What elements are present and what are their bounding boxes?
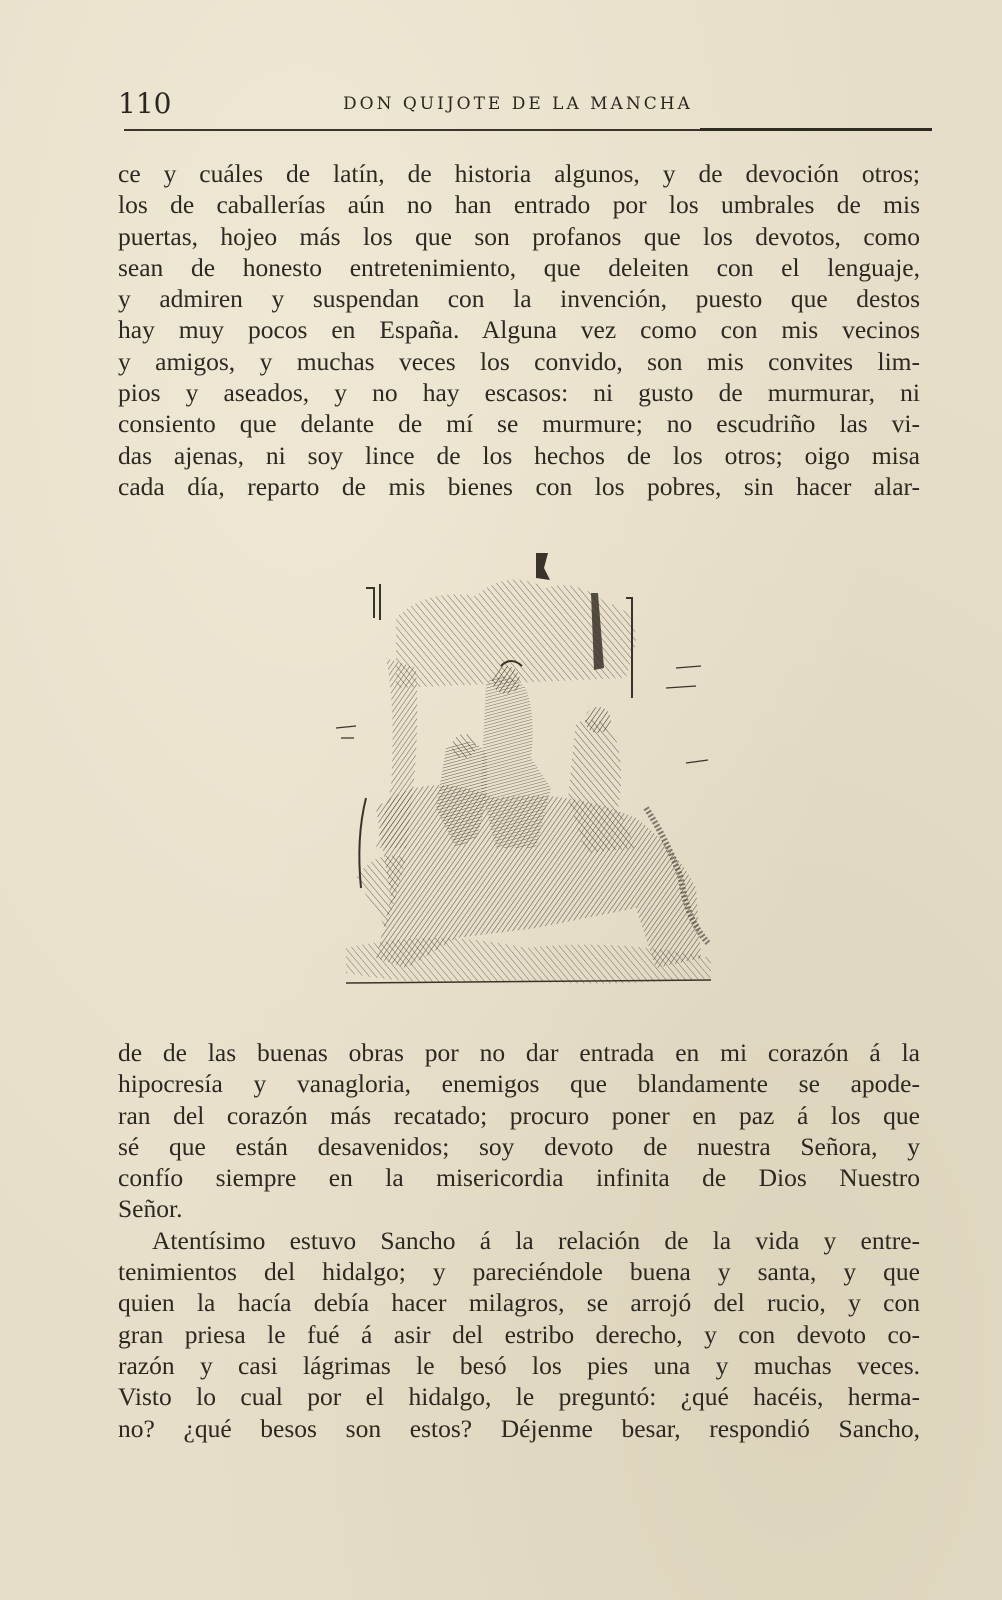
text-line: Atentísimo estuvo Sancho á la relación de la vida y entre- — [152, 1225, 920, 1255]
running-head: DON QUIJOTE DE LA MANCHA — [343, 94, 693, 114]
engraving-illustration — [336, 548, 716, 993]
text-line: das ajenas, ni soy lince de los hechos de los otros; oigo misa — [118, 440, 920, 470]
text-line: confío siempre en la misericordia infinita de Dios Nuestro — [118, 1163, 920, 1193]
text-line: pios y aseados, y no hay escasos: ni gusto de murmurar, ni — [118, 378, 920, 408]
text-line: los de caballerías aún no han entrado por los umbrales de mis — [118, 190, 920, 220]
text-line: Visto lo cual por el hidalgo, le preguntó: ¿qué hacéis, herma- — [118, 1382, 920, 1412]
text-line: quien la hacía debía hacer milagros, se arrojó del rucio, y con — [118, 1288, 920, 1318]
page-header — [118, 86, 934, 126]
text-line: sé que están desavenidos; soy devoto de nuestra Señora, y — [118, 1131, 920, 1161]
text-line: cada día, reparto de mis bienes con los pobres, sin hacer alar- — [118, 471, 920, 501]
text-line: hay muy pocos en España. Alguna vez como con mis vecinos — [118, 315, 920, 345]
text-line: Señor. — [118, 1194, 183, 1224]
text-line: y admiren y suspendan con la invención, puesto que destos — [118, 284, 920, 314]
text-line: y amigos, y muchas veces los convido, son mis convites lim- — [118, 346, 920, 376]
text-line: de de las buenas obras por no dar entrada en mi corazón á la — [118, 1038, 920, 1067]
text-line: hipocresía y vanagloria, enemigos que blandamente se apode- — [118, 1069, 920, 1099]
text-line: tenimientos del hidalgo; y pareciéndole buena y santa, y que — [118, 1257, 920, 1287]
text-line: consiento que delante de mí se murmure; no escudriño las vi- — [118, 409, 920, 439]
header-rule-accent — [700, 128, 932, 131]
text-line: ran del corazón más recatado; procuro poner en paz á los que — [118, 1100, 920, 1130]
text-line: no? ¿qué besos son estos? Déjenme besar, respondió Sancho, — [118, 1413, 920, 1443]
text-line: razón y casi lágrimas le besó los pies una y muchas veces. — [118, 1350, 920, 1380]
text-line: puertas, hojeo más los que son profanos que los devotos, como — [118, 221, 920, 251]
page-number: 110 — [118, 87, 172, 120]
engraving-sancho-icon — [336, 548, 716, 993]
text-block-after-illustration — [118, 1037, 920, 1444]
text-block-before-illustration — [118, 158, 920, 502]
text-line: ce y cuáles de latín, de historia algunos, y de devoción otros; — [118, 159, 920, 188]
text-line: gran priesa le fué á asir del estribo derecho, y con devoto co- — [118, 1319, 920, 1349]
text-line: sean de honesto entretenimiento, que deleiten con el lenguaje, — [118, 252, 920, 282]
